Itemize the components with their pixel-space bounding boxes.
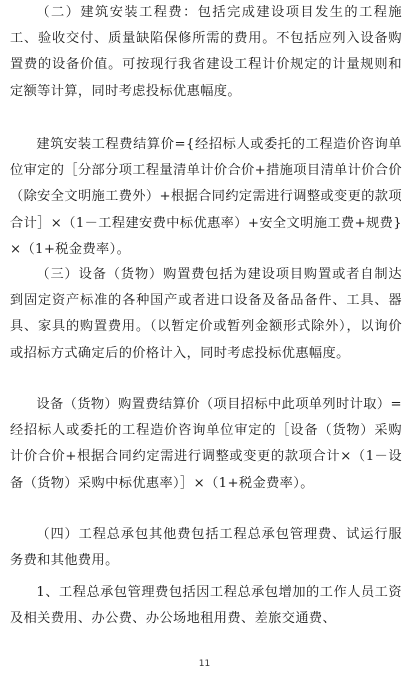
paragraph-construction-settlement-formula: 建筑安装工程费结算价={经招标人或委托的工程造价咨询单位审定的［分部分项工程量清单计价合价+措施项目清单计价合价（除安全文明施工费外）+根据合同约定需进行调整或变更的款项合计］×（1－工程建安费中标优惠率）+安全文明施工费+规费}×（1+税金费率）。 (10, 137, 402, 257)
paragraph-equipment-settlement-formula: 设备（货物）购置费结算价（项目招标中此项单列时计取）=经招标人或委托的工程造价咨询单位审定的［设备（货物）采购计价合价+根据合同约定需进行调整或变更的款项合计×（1－设备（货物）采购中标优惠率）］×（1+税金费率）。 (10, 397, 402, 491)
page-number: 11 (198, 659, 211, 669)
paragraph-epc-management-fee: 1、工程总承包管理费包括因工程总承包增加的工作人员工资及相关费用、办公费、办公场地租用费、差旅交通费、 (10, 585, 402, 627)
paragraph-equipment-purchase-fee: （三）设备（货物）购置费包括为建设项目购置或者自制达到固定资产标准的各种国产或者进口设备及备品备件、工具、器具、家具的购置费用。（以暂定价或暂列金额形式除外），以询价或招标方式确定后的价格计入，同时考虑投标优惠幅度。 (10, 267, 402, 361)
paragraph-construction-installation-fee: （二）建筑安装工程费：包括完成建设项目发生的工程施工、验收交付、质量缺陷保修所需的费用。不包括应列入设备购置费的设备价值。可按现行我省建设工程计价规定的计量规则和定额等计算，同时考虑投标优惠幅度。 (10, 5, 402, 99)
paragraph-epc-other-fees: （四）工程总承包其他费包括工程总承包管理费、试运行服务费和其他费用。 (10, 527, 402, 569)
